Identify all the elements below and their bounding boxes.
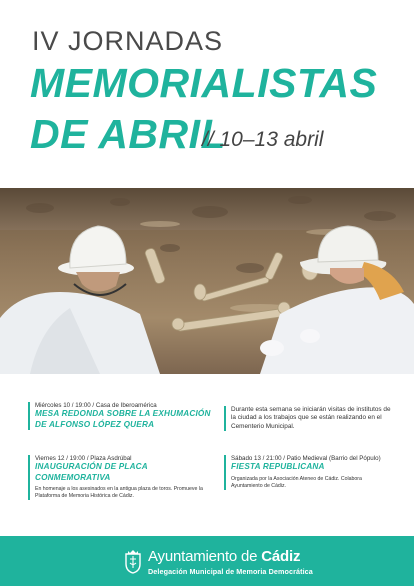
event-meta: Sábado 13 / 21:00 / Patio Medieval (Barrio del Pópulo)	[231, 455, 381, 462]
event-meta: Viernes 12 / 19:00 / Plaza Asdrúbal	[35, 455, 132, 462]
title-edition: IV JORNADAS	[32, 26, 224, 56]
event-note: Durante esta semana se iniciarán visitas de institutos de la ciudad a los trabajos que se están realizando en el Cementerio Municipal.	[231, 406, 391, 430]
event-title: FIESTA REPUBLICANA	[231, 462, 325, 472]
excavation-photo	[0, 188, 414, 374]
event-school-visits-note	[224, 406, 394, 431]
event-title: MESA REDONDA SOBRE LA EXHUMACIÓN DE ALFONSO LÓPEZ QUERA	[35, 409, 211, 429]
title-main-line2: DE ABRIL	[30, 111, 227, 157]
department-name: Delegación Municipal de Memoria Democrática	[148, 567, 313, 576]
org-name: Ayuntamiento de Cádiz	[148, 548, 301, 565]
event-description: En homenaje a los asesinados en la antigua plaza de toros. Promueve la Plataforma de Memoria Histórica de Cádiz.	[35, 485, 203, 499]
event-meta: Miércoles 10 / 19:00 / Casa de Iberoamérica	[35, 402, 157, 409]
city-crest-icon	[123, 548, 143, 574]
event-description: Organizada por la Asociación Ateneo de Cádiz. Colabora Ayuntamiento de Cádiz.	[231, 475, 362, 489]
date-range: // 10–13 abril	[202, 128, 324, 151]
event-republican-party	[224, 455, 394, 490]
footer	[0, 536, 414, 586]
title-main-line1: MEMORIALISTAS	[30, 60, 378, 106]
event-round-table	[28, 402, 218, 430]
event-plaque	[28, 455, 218, 500]
events-section	[0, 396, 414, 520]
event-title: INAUGURACIÓN DE PLACA CONMEMORATIVA	[35, 462, 148, 482]
